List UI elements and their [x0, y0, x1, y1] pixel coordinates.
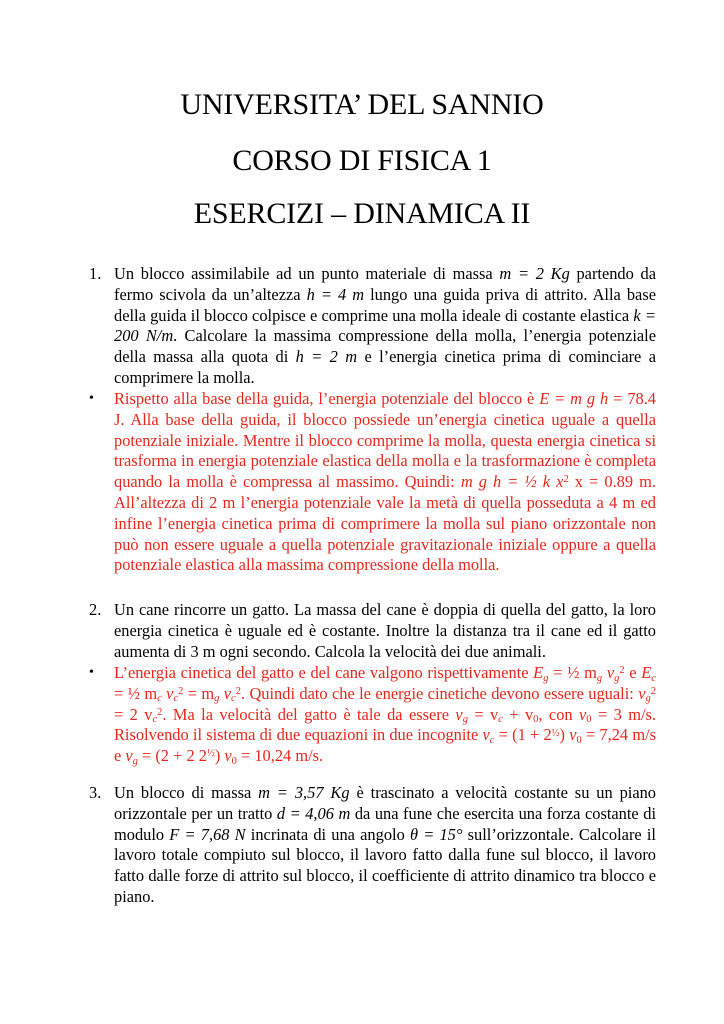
- exercise-3-number: 3.: [89, 783, 102, 802]
- exercise-1-number: 1.: [89, 264, 102, 283]
- exercise-2-solution: L’energia cinetica del gatto e del cane valgono rispettivamente $E_g$ = ½ $m_g$ $v_g^2$ e $E_c$ = ½ $m_c$ $v_c^2 = m_g$ $v_c^2$. Quindi dato che le energie cinetiche devono essere uguali: $v_g^2 = 2$ $v_c^2$. Ma la velocità del gatto è tale da essere $v_g = v_c + v_0$, con $v_0 = 3$ m/s. Risolvendo il sistema di due equazioni in due incognite $v_c = (1 + 2^{\frac{1}{2}}) v_0 = 7,24$ m/s e $v_g = (2 + 2$ $2^{\frac{1}{2}}$) $v_0 = 10,24$ m/s.: [114, 663, 657, 767]
- solution-2-bullet: •: [89, 665, 94, 680]
- university-title: UNIVERSITA’ DEL SANNIO: [180, 88, 544, 121]
- exercise-set-title: ESERCIZI – DINAMICA II: [193, 197, 531, 230]
- exercise-2-question: Un cane rincorre un gatto. La massa del cane è doppia di quella del gatto, la loro energia cinetica è uguale ed è costante. Inoltre la distanza tra il cane ed il gatto aumenta di 3 m ogni secondo. Calcola la velocità dei due animali.: [114, 600, 656, 661]
- exercise-3-question: Un blocco di massa m = 3,57 Kg è trascinato a velocità costante su un piano orizzontale per un tratto d = 4,06 m da una fune che esercita una forza costante di modulo F = 7,68 N incrinata di una angolo θ = 15° sull’orizzontale. Calcolare il lavoro totale compiuto sul blocco, il lavoro fatto dalla fune sul blocco, il lavoro fatto dalle forze di attrito sul blocco, il coefficiente di attrito dinamico tra blocco e piano.: [114, 783, 656, 906]
- exercise-2-number: 2.: [89, 600, 102, 619]
- solution-1-bullet: •: [89, 391, 94, 406]
- exercise-1-question: Un blocco assimilabile ad un punto materiale di massa m = 2 Kg partendo da fermo scivola da un’altezza h = 4 m lungo una guida priva di attrito. Alla base della guida il blocco colpisce e comprime una molla ideale di costante elastica k = 200 N/m. Calcolare la massima compressione della molla, l’energia potenziale della massa alla quota di h = 2 m e l’energia cinetica prima di cominciare a comprimere la molla.: [114, 264, 657, 387]
- course-title: CORSO DI FISICA 1: [232, 144, 492, 177]
- exercise-1-solution: Rispetto alla base della guida, l’energia potenziale del blocco è E = m g h = 78.4 J. Alla base della guida, il blocco possiede un’energia cinetica uguale a quella potenziale iniziale. Mentre il blocco comprime la molla, questa energia cinetica si trasforma in energia potenziale elastica della molla e la trasformazione è completa quando la molla è compressa al massimo. Quindi: m g h = ½ k $x^2$ x = 0.89 m. All’altezza di 2 m l’energia potenziale vale la metà di quella posseduta a 4 m ed infine l’energia cinetica prima di comprimere la molla sul piano orizzontale non può non essere uguale a quella potenziale gravitazionale iniziale oppure a quella potenziale elastica alla massima compressione della molla.: [114, 389, 656, 575]
